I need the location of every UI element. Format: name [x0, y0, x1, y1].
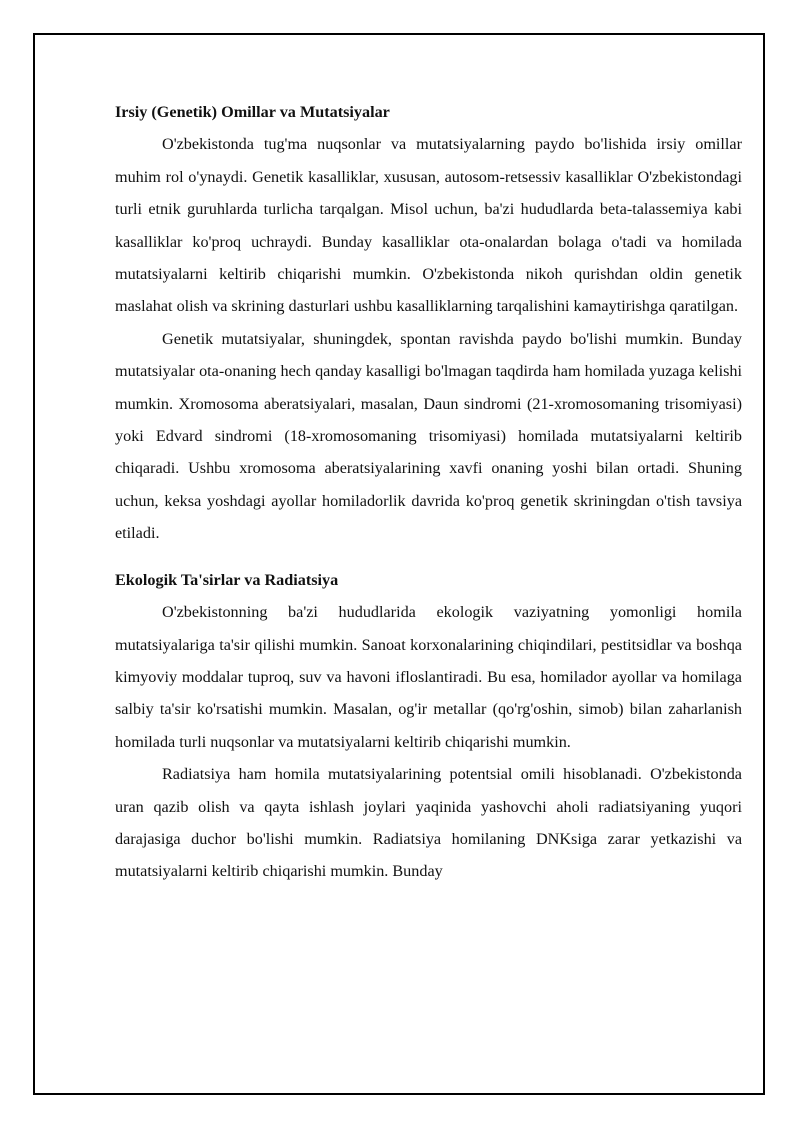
section-heading-genetic: Irsiy (Genetik) Omillar va Mutatsiyalar: [115, 103, 390, 121]
document-body: [115, 96, 742, 888]
paragraph-genetic-1: O'zbekistonda tug'ma nuqsonlar va mutatsiyalarning paydo bo'lishida irsiy omillar muhim rol o'ynaydi. Genetik kasalliklar, xususan, autosom-retsessiv kasalliklar O'zbekistondagi turli etnik guruhlarda turlicha tarqalgan. Misol uchun, ba'zi hududlarda beta-talassemiya kabi kasalliklar ko'proq uchraydi. Bunday kasalliklar ota-onalardan bolaga o'tadi va homilada mutatsiyalarni keltirib chiqarishi mumkin. O'zbekistonda nikoh qurishdan oldin genetik maslahat olish va skrining dasturlari ushbu kasalliklarning tarqalishini kamaytirishga qaratilgan.: [115, 135, 742, 316]
paragraph-genetic-2: Genetik mutatsiyalar, shuningdek, spontan ravishda paydo bo'lishi mumkin. Bunday mutatsiyalar ota-onaning hech qanday kasalligi bo'lmagan taqdirda ham homilada yuzaga kelishi mumkin. Xromosoma aberatsiyalari, masalan, Daun sindromi (21-xromosomaning trisomiyasi) yoki Edvard sindromi (18-xromosomaning trisomiyasi) homilada mutatsiyalarni keltirib chiqaradi. Ushbu xromosoma aberatsiyalarining xavfi onaning yoshi bilan ortadi. Shuning uchun, keksa yoshdagi ayollar homiladorlik davrida ko'proq genetik skriningdan o'tish tavsiya etiladi.: [115, 329, 742, 543]
paragraph-ecology-2: Radiatsiya ham homila mutatsiyalarining potentsial omili hisoblanadi. O'zbekistonda uran qazib olish va qayta ishlash joylari yaqinida yashovchi aholi radiatsiyaning yuqori darajasiga duchor bo'lishi mumkin. Radiatsiya homilaning DNKsiga zarar yetkazishi va mutatsiyalarni keltirib chiqarishi mumkin. Bunday: [115, 765, 742, 881]
section-heading-ecology: Ekologik Ta'sirlar va Radiatsiya: [115, 570, 339, 589]
paragraph-ecology-1: O'zbekistonning ba'zi hududlarida ekologik vaziyatning yomonligi homila mutatsiyalariga ta'sir qilishi mumkin. Sanoat korxonalarining chiqindilari, pestitsidlar va boshqa kimyoviy moddalar tuproq, suv va havoni ifloslantiradi. Bu esa, homilador ayollar va homilaga salbiy ta'sir ko'rsatishi mumkin. Masalan, og'ir metallar (qo'rg'oshin, simob) bilan zaharlanish homilada turli nuqsonlar va mutatsiyalarni keltirib chiqarishi mumkin.: [115, 603, 742, 751]
